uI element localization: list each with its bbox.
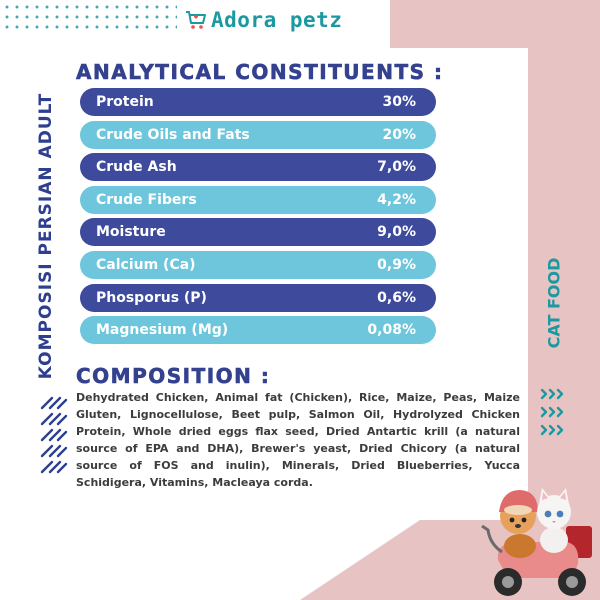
- table-row: [80, 284, 436, 312]
- analytical-table: [80, 88, 436, 349]
- composition-title: COMPOSITION :: [76, 364, 271, 388]
- slash-lines-decoration: [38, 396, 68, 480]
- row-value: 0,08%: [367, 322, 416, 339]
- row-value: 30%: [382, 94, 416, 110]
- row-label: Crude Ash: [96, 159, 177, 176]
- row-value: 20%: [382, 126, 416, 143]
- table-row: [80, 88, 436, 116]
- shopping-cart-icon: [185, 10, 207, 30]
- chevrons-decoration: [539, 384, 569, 444]
- row-label: Crude Fibers: [96, 191, 197, 208]
- table-row: [80, 153, 436, 181]
- row-value: 0,9%: [377, 256, 416, 273]
- row-value: 4,2%: [377, 191, 416, 208]
- table-row: [80, 316, 436, 344]
- dot-pattern-decoration: [2, 2, 177, 32]
- table-row: [80, 218, 436, 246]
- row-value: 7,0%: [377, 159, 416, 176]
- analytical-title: ANALYTICAL CONSTITUENTS :: [76, 60, 444, 84]
- row-label: Phosporus (P): [96, 289, 207, 306]
- row-value: 0,6%: [377, 289, 416, 306]
- table-row: [80, 121, 436, 149]
- product-vertical-label: KOMPOSISI PERSIAN ADULT: [36, 92, 56, 380]
- dog-and-cat-scooter-illustration: [468, 474, 600, 600]
- brand-name: Adora petz: [211, 8, 343, 32]
- table-row: [80, 251, 436, 279]
- row-label: Crude Oils and Fats: [96, 126, 250, 143]
- row-label: Protein: [96, 94, 154, 110]
- row-label: Calcium (Ca): [96, 256, 196, 273]
- row-value: 9,0%: [377, 224, 416, 241]
- brand-logo: [185, 6, 342, 34]
- category-vertical-label: CAT FOOD: [544, 257, 564, 349]
- row-label: Magnesium (Mg): [96, 322, 229, 339]
- row-label: Moisture: [96, 224, 166, 241]
- composition-text: Dehydrated Chicken, Animal fat (Chicken), Rice, Maize, Peas, Maize Gluten, Lignocellulose, Beet pulp, Salmon Oil, Hydrolyzed Chicken Protein, Whole dried eggs flax seed, Dried Antartic krill (a natural source of EPA and DHA), Brewer's yeast, Dried Chicory (a natural source of FOS and inulin), Minerals, Dried Blueberries, Yucca Schidigera, Vitamins, Macleaya corda.: [76, 391, 520, 490]
- table-row: [80, 186, 436, 214]
